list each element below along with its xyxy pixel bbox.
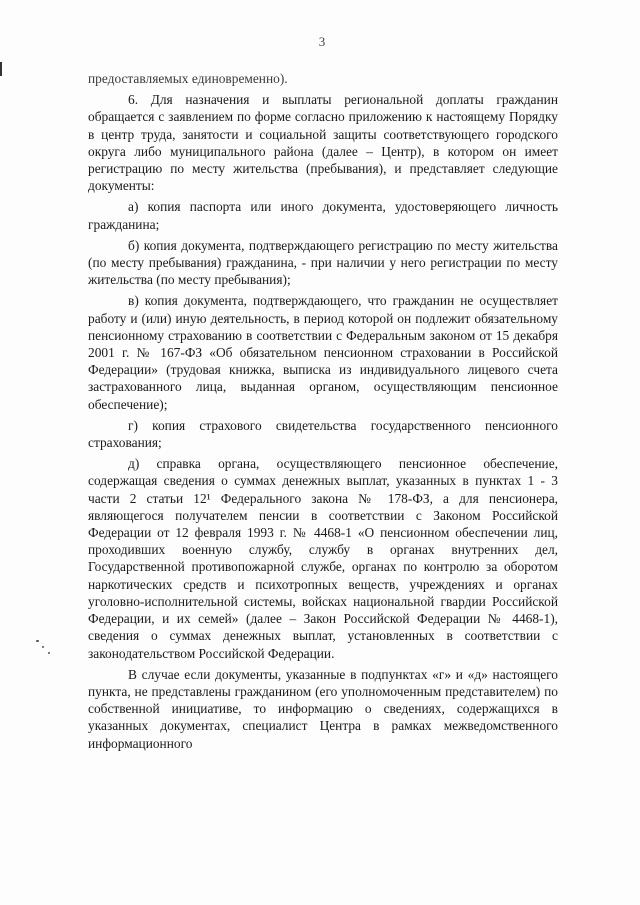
continuation-line: предоставляемых единовременно). — [88, 71, 288, 86]
page-number: 3 — [318, 34, 326, 49]
subitem-v: в) копия документа, подтверждающего, что гражданин не осуществляет работу и (или) иную деятельность, в период которой он подлежит обязательному пенсионному страхованию в соответствии с Федеральным законом от 15 декабря 2001 г. № 167-ФЗ «Об обязательном пенсионном страховании в Российской Федерации» (трудовая книжка, выписка из индивидуального лицевого счета застрахованного лица, выданная органом, осуществляющим пенсионное обеспечение); — [88, 293, 558, 412]
scan-speck — [36, 640, 39, 642]
closing-paragraph: В случае если документы, указанные в подпунктах «г» и «д» настоящего пункта, не представлены гражданином (его уполномоченным представителем) по собственной инициативе, то информацию о сведениях, содержащихся в указанных документах, специалист Центра в рамках межведомственного информационного — [88, 666, 558, 751]
scan-edge-mark — [0, 62, 2, 76]
subitem-g: г) копия страхового свидетельства государственного пенсионного страхования; — [88, 417, 558, 451]
subitem-d: д) справка органа, осуществляющего пенсионное обеспечение, содержащая сведения о суммах денежных выплат, указанных в пунктах 1 - 3 части 2 статьи 12¹ Федерального закона № 178-ФЗ, а для пенсионера, являющегося получателем пенсии в соответствии с Законом Российской Федерации от 12 февраля 1993 г. № 4468-1 «О пенсионном обеспечении лиц, проходивших военную службу, службу в органах внутренних дел, Государственной противопожарной службе, органах по контролю за оборотом наркотических средств и психотропных веществ, учреждениях и органах уголовно-исполнительной системы, войсках национальной гвардии Российской Федерации, и их семей» (далее – Закон Российской Федерации № 4468-1), сведения о суммах денежных выплат, установленных в соответствии с законодательством Российской Федерации. — [88, 456, 558, 661]
subitem-a: а) копия паспорта или иного документа, удостоверяющего личность гражданина; — [88, 199, 558, 232]
scan-speck — [48, 652, 50, 654]
document-body — [88, 70, 558, 756]
subitem-b: б) копия документа, подтверждающего регистрацию по месту жительства (по месту пребывания) гражданина, - при наличии у него регистрации по месту жительства (по месту пребывания); — [88, 237, 558, 288]
paragraph-6: 6. Для назначения и выплаты региональной доплаты гражданин обращается с заявлением по форме согласно приложению к настоящему Порядку в центр труда, занятости и социальной защиты соответствующего городского округа либо муниципального района (далее – Центр), в котором он имеет регистрацию по месту жительства (пребывания), и представляет следующие документы: — [88, 92, 558, 194]
scan-speck — [42, 646, 44, 648]
